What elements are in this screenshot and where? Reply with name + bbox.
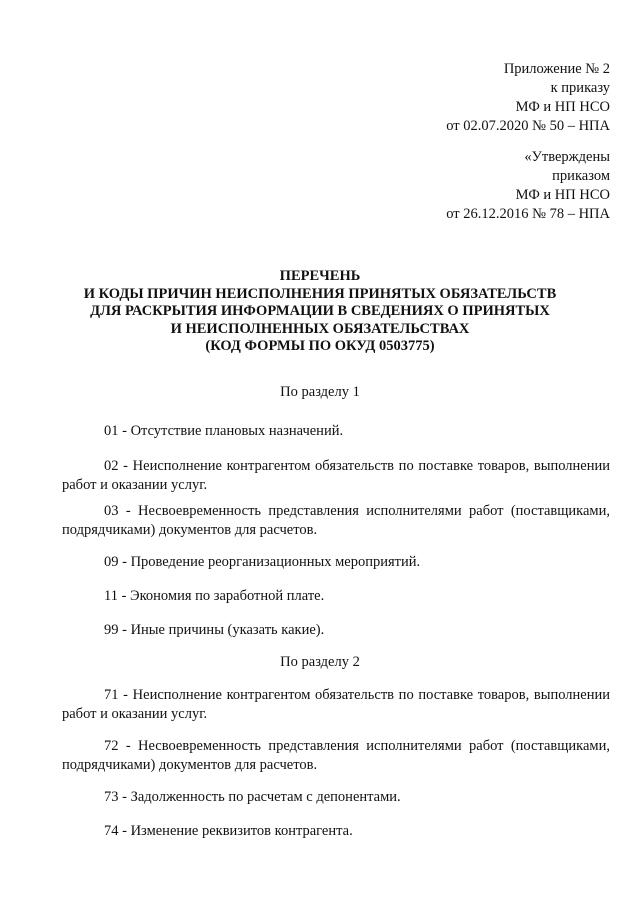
section-2-item: 71 - Неисполнение контрагентом обязательств по поставке товаров, выполнении работ и оказании услуг. [62,687,610,722]
section-2-item: 73 - Задолженность по расчетам с депонентами. [104,789,401,805]
appendix-reference [446,60,610,136]
approval-line: «Утверждены [524,149,610,165]
section-1-heading: По разделу 1 [280,384,360,400]
appendix-line: МФ и НП НСО [515,99,610,115]
appendix-line: Приложение № 2 [503,61,610,77]
section-2-item: 72 - Несвоевременность представления исполнителями работ (поставщиками, подрядчиками) документов для расчетов. [62,738,610,773]
title-line: И КОДЫ ПРИЧИН НЕИСПОЛНЕНИЯ ПРИНЯТЫХ ОБЯЗАТЕЛЬСТВ [83,285,557,302]
document-title [40,268,600,356]
title-line: И НЕИСПОЛНЕННЫХ ОБЯЗАТЕЛЬСТВАХ [170,320,470,337]
appendix-line: от 02.07.2020 № 50 – НПА [446,118,610,134]
section-1-item: 01 - Отсутствие плановых назначений. [104,423,344,439]
approval-line: МФ и НП НСО [515,187,610,203]
section-1-item: 09 - Проведение реорганизационных мероприятий. [104,554,421,570]
section-1-item: 11 - Экономия по заработной плате. [104,588,325,604]
section-2-item: 74 - Изменение реквизитов контрагента. [104,823,353,839]
title-line: (КОД ФОРМЫ ПО ОКУД 0503775) [205,338,435,354]
section-2-heading: По разделу 2 [280,654,360,670]
title-line: ПЕРЕЧЕНЬ [279,268,361,284]
approval-line: от 26.12.2016 № 78 – НПА [446,206,610,222]
title-line: ДЛЯ РАСКРЫТИЯ ИНФОРМАЦИИ В СВЕДЕНИЯХ О ПРИНЯТЫХ [90,303,550,319]
section-1-item: 02 - Неисполнение контрагентом обязательств по поставке товаров, выполнении работ и оказании услуг. [62,458,610,493]
section-1-item: 99 - Иные причины (указать какие). [104,622,325,638]
appendix-line: к приказу [550,80,610,96]
approval-line: приказом [552,168,610,184]
approval-reference [446,148,610,224]
section-1-item: 03 - Несвоевременность представления исполнителями работ (поставщиками, подрядчиками) документов для расчетов. [62,503,610,538]
